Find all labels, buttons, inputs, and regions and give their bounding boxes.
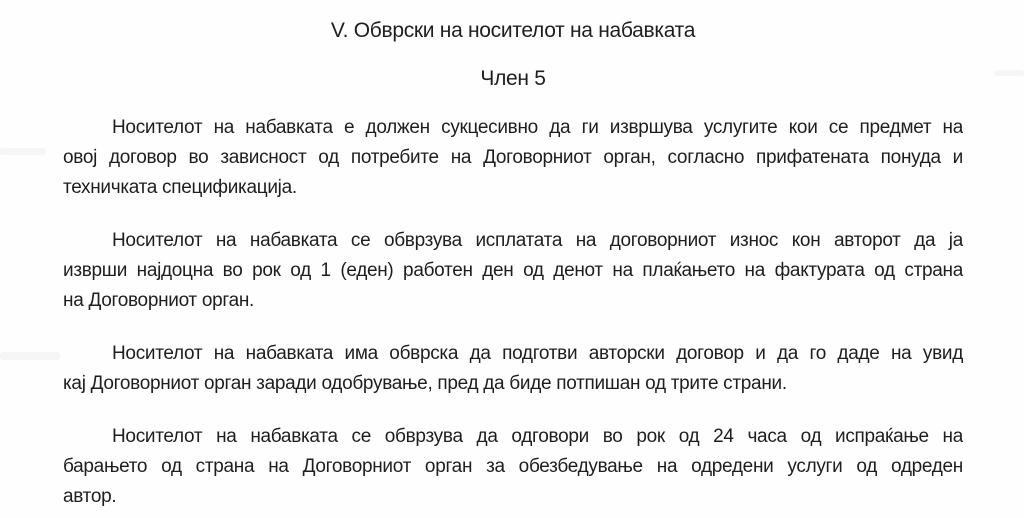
paragraph-line: Носителот на набавката се обврзува да одговори во рок од 24 часа од испраќање на <box>112 426 963 447</box>
paragraph-3 <box>63 339 963 399</box>
paragraph-line: на Договорниот орган. <box>63 290 255 311</box>
scan-artifact <box>994 70 1024 76</box>
paragraph-line: автор. <box>63 486 117 507</box>
paragraph-line: кај Договорниот орган заради одобрување, пред да биде потпишан од трите страни. <box>63 373 787 394</box>
paragraph-line: Носителот на набавката се обврзува исплатата на договорниот износ кон авторот да ја <box>112 230 963 251</box>
paragraph-line: Носителот на набавката има обврска да подготви авторски договор и да го даде на увид <box>112 343 963 364</box>
paragraph-line: барањето од страна на Договорниот орган за обезбедување на одредени услуги од одреден <box>63 456 963 477</box>
article-heading: Член 5 <box>480 67 546 90</box>
paragraph-line: изврши најдоцна во рок од 1 (еден) работен ден од денот на плаќањето на фактурата од страна <box>63 260 963 281</box>
scan-artifact <box>0 352 60 360</box>
paragraph-4 <box>63 422 963 512</box>
paragraph-1 <box>63 113 963 203</box>
section-title: V. Обврски на носителот на набавката <box>330 19 696 42</box>
scan-artifact <box>0 148 46 155</box>
paragraph-line: овој договор во зависност од потребите на Договорниот орган, согласно прифатената понуда и <box>63 147 963 168</box>
paragraph-line: техничката спецификација. <box>63 177 297 198</box>
paragraph-2 <box>63 226 963 316</box>
paragraph-line: Носителот на набавката е должен сукцесивно да ги извршува услугите кои се предмет на <box>112 117 963 138</box>
